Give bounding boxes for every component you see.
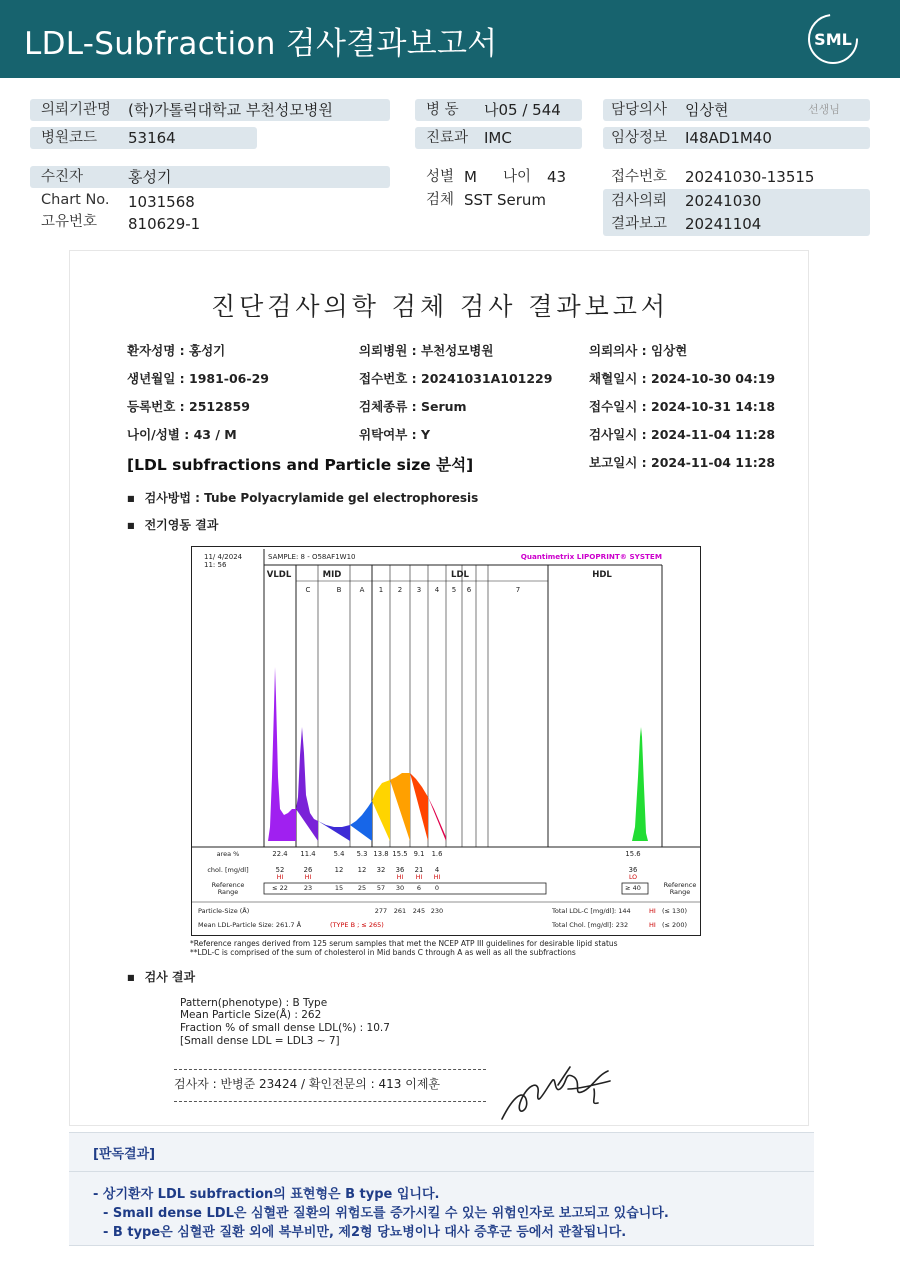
doctor-value: 임상현	[685, 101, 729, 119]
area-value: 1.6	[431, 850, 443, 858]
sml-logo	[806, 12, 860, 66]
chol-value: 26	[303, 866, 313, 874]
area-value: 15.5	[392, 850, 408, 858]
chol-value: 21	[414, 866, 424, 874]
particle-size-value: 261	[393, 907, 407, 915]
report-paper	[69, 250, 809, 1126]
ref-value: ≤ 22	[272, 884, 288, 892]
header-bar	[0, 0, 900, 78]
chol-flag: HI	[433, 874, 441, 881]
row-label-area: area %	[216, 850, 240, 858]
judgement-line-3: - B type은 심혈관 질환 외에 복부비만, 제2형 당뇨병이나 대사 증후군 등에서 관찰됩니다.	[103, 1225, 627, 1240]
footnote-1: *Reference ranges derived from 125 serum samples that met the NCEP ATP III guidelines for desirable lipid status	[190, 939, 618, 948]
particle-size-value: 230	[430, 907, 444, 915]
field-testtime: 검사일시 : 2024-11-04 11:28	[589, 427, 776, 442]
doctor-label: 담당의사	[611, 102, 668, 118]
clin-label: 임상정보	[611, 130, 668, 146]
footnote-2: **LDL-C is comprised of the sum of cholesterol in Mid bands C through A as well as all the subfractions	[190, 948, 576, 957]
chart-value: 1031568	[128, 193, 195, 211]
band-curve	[390, 773, 410, 841]
group-label-mid: MID	[322, 570, 342, 580]
area-value: 5.3	[356, 850, 368, 858]
signer-line: 검사자 : 반병준 23424 / 확인전문의 : 413 이제훈	[174, 1077, 441, 1091]
area-value: 15.6	[625, 850, 641, 858]
chol-value: 36	[628, 866, 638, 874]
field-consign: 위탁여부 : Y	[359, 427, 431, 442]
svg-text:SML: SML	[814, 30, 852, 49]
field-recvtime: 접수일시 : 2024-10-31 14:18	[589, 399, 776, 414]
total-chol-ref: (≤ 200)	[662, 921, 687, 929]
result-sdldl: [Small dense LDL = LDL3 ~ 7]	[180, 1035, 340, 1047]
dept-value: IMC	[484, 129, 512, 147]
patient-label: 수진자	[41, 169, 84, 185]
ref-value: 25	[357, 884, 367, 892]
judgement-title: [판독결과]	[93, 1147, 156, 1162]
uid-label: 고유번호	[41, 214, 98, 230]
chol-value: 52	[275, 866, 285, 874]
row-label-size: Particle-Size (Å)	[198, 907, 250, 915]
total-chol-flag: HI	[649, 921, 656, 929]
area-value: 22.4	[272, 850, 288, 858]
band-curve	[410, 773, 428, 841]
row-label-ref2: Range	[217, 888, 239, 896]
patient-value: 홍성기	[128, 168, 172, 186]
code-label: 병원코드	[41, 130, 98, 146]
ref-value: 23	[303, 884, 313, 892]
ref-label-r2: Range	[669, 888, 691, 896]
mean-size: Mean LDL-Particle Size: 261.7 Å	[198, 921, 302, 929]
dept-label: 진료과	[426, 130, 469, 146]
report-title: 진단검사의학 검체 검사 결과보고서	[210, 292, 670, 321]
result-head: ■ 검사 결과	[127, 968, 195, 985]
field-reg: 등록번호 : 2512859	[127, 399, 250, 414]
recv-label: 접수번호	[611, 169, 668, 185]
field-dob: 생년월일 : 1981-06-29	[127, 371, 269, 386]
band-label-6: 6	[466, 586, 472, 594]
band-curve	[632, 727, 648, 841]
field-spec: 검체종류 : Serum	[359, 399, 467, 414]
recv-value: 20241030-13515	[685, 168, 815, 186]
row-label-chol: chol. [mg/dl]	[207, 866, 249, 874]
ward-value: 나05 / 544	[484, 101, 561, 119]
field-draw: 채혈일시 : 2024-10-30 04:19	[589, 371, 776, 386]
band-label-7: 7	[515, 586, 521, 594]
result-mean: Mean Particle Size(Å) : 262	[180, 1009, 322, 1021]
chart-time: 11: 56	[204, 561, 227, 569]
band-label-4: 4	[434, 586, 440, 594]
chol-flag: HI	[304, 874, 312, 881]
hospital-label: 의뢰기관명	[41, 102, 112, 118]
band-label-2: 2	[397, 586, 403, 594]
area-value: 9.1	[413, 850, 425, 858]
field-recv: 접수번호 : 20241031A101229	[359, 371, 553, 386]
band-label-3: 3	[416, 586, 422, 594]
total-chol: Total Chol. [mg/dl]: 232	[552, 921, 629, 929]
code-value: 53164	[128, 129, 176, 147]
result-pattern: Pattern(phenotype) : B Type	[180, 997, 328, 1009]
chol-flag: HI	[415, 874, 423, 881]
ref-value: ≥ 40	[625, 884, 641, 892]
chol-flag: LO	[628, 874, 638, 881]
band-curve	[268, 667, 296, 841]
total-ldl-ref: (≤ 130)	[662, 907, 687, 915]
particle-size-value: 245	[412, 907, 426, 915]
area-value: 13.8	[373, 850, 389, 858]
band-curve	[318, 821, 350, 841]
req-label: 검사의뢰	[611, 193, 668, 209]
chart-svg	[192, 547, 700, 935]
method-line: ■ 검사방법 : Tube Polyacrylamide gel electrophoresis	[127, 489, 478, 506]
page-title: LDL-Subfraction 검사결과보고서	[24, 26, 498, 62]
particle-size-value: 277	[374, 907, 388, 915]
ref-value: 6	[416, 884, 422, 892]
field-hospital: 의뢰병원 : 부천성모병원	[359, 343, 494, 358]
chart-sample: SAMPLE: 8 - O58AF1W10	[268, 553, 356, 561]
result-fraction: Fraction % of small dense LDL(%) : 10.7	[180, 1022, 390, 1034]
uid-value: 810629-1	[128, 215, 201, 233]
band-label-c: C	[305, 586, 311, 594]
rep-value: 20241104	[685, 215, 762, 233]
chol-value: 12	[334, 866, 344, 874]
sex-value: M	[464, 168, 477, 186]
band-curve	[372, 780, 390, 841]
band-label-5: 5	[451, 586, 457, 594]
field-name: 환자성명 : 홍성기	[127, 343, 226, 358]
area-value: 11.4	[300, 850, 316, 858]
band-curve	[350, 801, 372, 841]
electro-head: ■ 전기영동 결과	[127, 516, 218, 533]
section-title: [LDL subfractions and Particle size 분석]	[127, 456, 474, 474]
hospital-value: (학)가톨릭대학교 부천성모병원	[128, 101, 333, 119]
spec-label: 검체	[426, 192, 455, 208]
ref-value: 15	[334, 884, 344, 892]
group-label-ldl: LDL	[451, 570, 469, 580]
chol-value: 36	[395, 866, 405, 874]
signature-image	[498, 1059, 623, 1123]
chol-value: 4	[434, 866, 440, 874]
chart-system: Quantimetrix LIPOPRINT® SYSTEM	[520, 552, 662, 561]
chol-flag: HI	[276, 874, 284, 881]
ref-value: 57	[376, 884, 386, 892]
judgement-line-1: - 상기환자 LDL subfraction의 표현형은 B type 입니다.	[93, 1187, 440, 1202]
age-label: 나이	[503, 169, 532, 185]
band-label-a: A	[359, 586, 365, 594]
field-agesex: 나이/성별 : 43 / M	[127, 427, 237, 442]
ref-label-r1: Reference	[663, 881, 697, 889]
chart-label: Chart No.	[41, 192, 110, 208]
chart-date: 11/ 4/2024	[204, 553, 243, 561]
type-label: (TYPE B ; ≤ 265)	[330, 921, 384, 929]
electrophoresis-chart	[191, 546, 701, 936]
band-label-b: B	[336, 586, 342, 594]
ref-value: 30	[395, 884, 405, 892]
group-label-hdl: HDL	[592, 570, 612, 580]
total-ldl: Total LDL-C [mg/dl]: 144	[552, 907, 631, 915]
band-curve	[428, 797, 446, 841]
chol-flag: HI	[396, 874, 404, 881]
sex-label: 성별	[426, 169, 455, 185]
chol-value: 12	[357, 866, 367, 874]
chol-value: 32	[376, 866, 386, 874]
band-label-1: 1	[378, 586, 384, 594]
area-value: 5.4	[333, 850, 345, 858]
judgement-panel	[69, 1132, 814, 1246]
doctor-suffix: 선생님	[808, 103, 840, 116]
group-label-vldl: VLDL	[266, 570, 292, 580]
ward-label: 병 동	[426, 102, 459, 118]
ref-value: 0	[434, 884, 440, 892]
judgement-line-2: - Small dense LDL은 심혈관 질환의 위험도를 증가시킬 수 있는 위험인자로 보고되고 있습니다.	[103, 1206, 669, 1221]
age-value: 43	[547, 168, 567, 186]
field-reporttime: 보고일시 : 2024-11-04 11:28	[589, 455, 776, 470]
band-curve	[296, 727, 318, 841]
rep-label: 결과보고	[611, 216, 668, 232]
row-label-ref1: Reference	[211, 881, 245, 889]
total-ldl-flag: HI	[649, 907, 656, 915]
field-doctor: 의뢰의사 : 임상현	[589, 343, 688, 358]
spec-value: SST Serum	[464, 191, 547, 209]
req-value: 20241030	[685, 192, 762, 210]
clin-value: I48AD1M40	[685, 129, 772, 147]
